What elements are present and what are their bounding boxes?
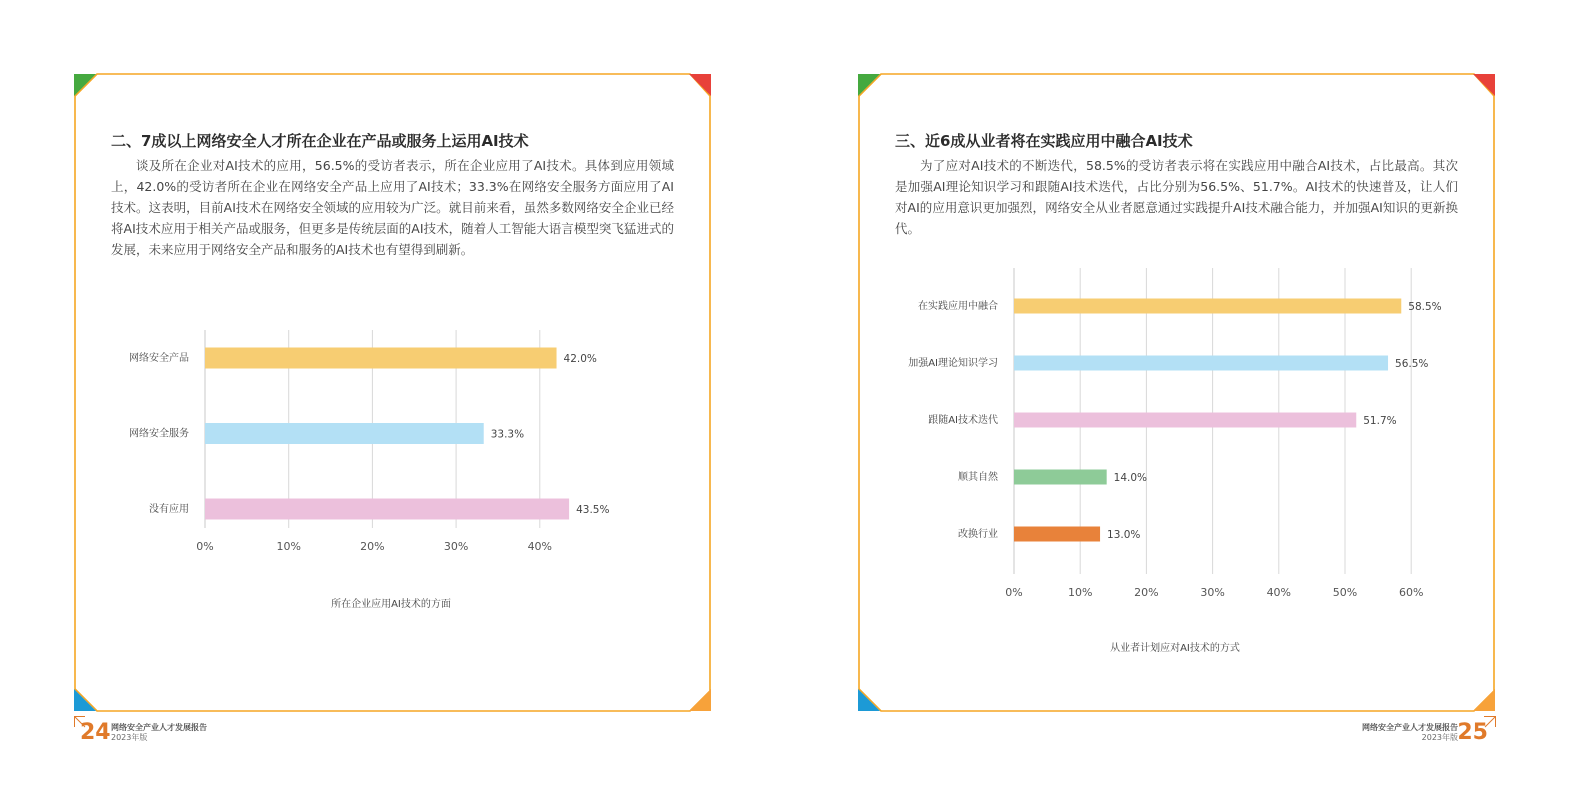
data-label: 56.5%	[1395, 358, 1429, 370]
category-label: 没有应用	[149, 504, 189, 515]
axis-title: 所在企业应用AI技术的方面	[331, 599, 451, 610]
x-tick-label: 30%	[1200, 586, 1225, 599]
x-tick-label: 40%	[527, 540, 553, 553]
corner-orange	[689, 689, 711, 711]
footer-corner-icon	[1484, 716, 1496, 728]
bar	[205, 423, 484, 444]
chart-right-svg	[894, 260, 1474, 660]
category-label: 改换行业	[958, 529, 998, 540]
bar	[1014, 356, 1388, 371]
section-heading: 二、7成以上网络安全人才所在企业在产品或服务上运用AI技术	[111, 132, 529, 150]
corner-green	[74, 74, 96, 96]
data-label: 43.5%	[576, 504, 610, 516]
corner-blue	[858, 689, 880, 711]
x-tick-label: 0%	[196, 540, 214, 553]
category-label: 网络安全服务	[129, 428, 189, 440]
x-tick-label: 20%	[1134, 586, 1159, 599]
x-tick-label: 60%	[1398, 586, 1424, 599]
category-label: 跟随AI技术迭代	[928, 415, 998, 426]
data-label: 42.0%	[563, 353, 597, 365]
footer-report-title: 网络安全产业人才发展报告	[111, 723, 207, 732]
data-label: 51.7%	[1363, 415, 1397, 427]
footer-right	[1284, 716, 1496, 746]
footer-left	[74, 716, 274, 746]
data-label: 58.5%	[1408, 301, 1442, 313]
axis-title: 从业者计划应对AI技术的方式	[1110, 643, 1240, 654]
data-label: 14.0%	[1113, 472, 1148, 484]
footer-report-year: 2023年版	[111, 733, 148, 742]
data-label: 13.0%	[1107, 529, 1141, 541]
left-page	[0, 0, 793, 793]
chart-ai-response	[894, 260, 1474, 664]
category-label: 在实践应用中融合	[918, 301, 998, 312]
bar	[205, 499, 569, 520]
x-tick-label: 10%	[1067, 586, 1093, 599]
chart-ai-application	[120, 320, 640, 624]
footer-report-title: 网络安全产业人才发展报告	[1362, 723, 1458, 732]
x-tick-label: 20%	[360, 540, 385, 553]
category-label: 加强AI理论知识学习	[908, 358, 998, 369]
section-paragraph: 为了应对AI技术的不断迭代，58.5%的受访者表示将在实践应用中融合AI技术，占比最高。其次是加强AI理论知识学习和跟随AI技术迭代，占比分别为56.5%、51.7%。AI技术的快速普及，让人们对AI的应用意识更加强烈，网络安全从业者愿意通过实践提升AI技术融合能力，并加强AI知识的更新换代。	[895, 158, 1458, 236]
data-label: 33.3%	[490, 428, 525, 441]
page-number: 25	[1457, 720, 1488, 745]
x-tick-label: 40%	[1266, 586, 1292, 599]
bar	[1014, 527, 1100, 542]
bar	[205, 348, 557, 369]
x-tick-label: 10%	[276, 540, 301, 553]
x-tick-label: 0%	[1005, 586, 1023, 599]
section-heading: 三、近6成从业者将在实践应用中融合AI技术	[895, 132, 1193, 150]
bar	[1014, 470, 1107, 485]
right-page	[794, 0, 1587, 793]
page-number: 24	[80, 720, 111, 745]
footer-report-year: 2023年版	[1421, 733, 1458, 742]
x-tick-label: 30%	[443, 540, 469, 553]
category-label: 网络安全产品	[129, 353, 189, 364]
bar	[1014, 413, 1356, 428]
chart-left-svg	[120, 320, 640, 620]
bar	[1014, 299, 1401, 314]
x-tick-label: 50%	[1332, 586, 1358, 599]
section-paragraph: 谈及所在企业对AI技术的应用，56.5%的受访者表示，所在企业应用了AI技术。具体到应用领域上，42.0%的受访者所在企业在网络安全产品上应用了AI技术；33.3%在网络安全服务方面应用了AI技术。这表明，目前AI技术在网络安全领域的应用较为广泛。就目前来看，虽然多数网络安全企业已经将AI技术应用于相关产品或服务，但更多是传统层面的AI技术，随着人工智能大语言模型突飞猛进式的发展，未来应用于网络安全产品和服务的AI技术也有望得到刷新。	[111, 158, 674, 257]
category-label: 顺其自然	[958, 472, 998, 483]
